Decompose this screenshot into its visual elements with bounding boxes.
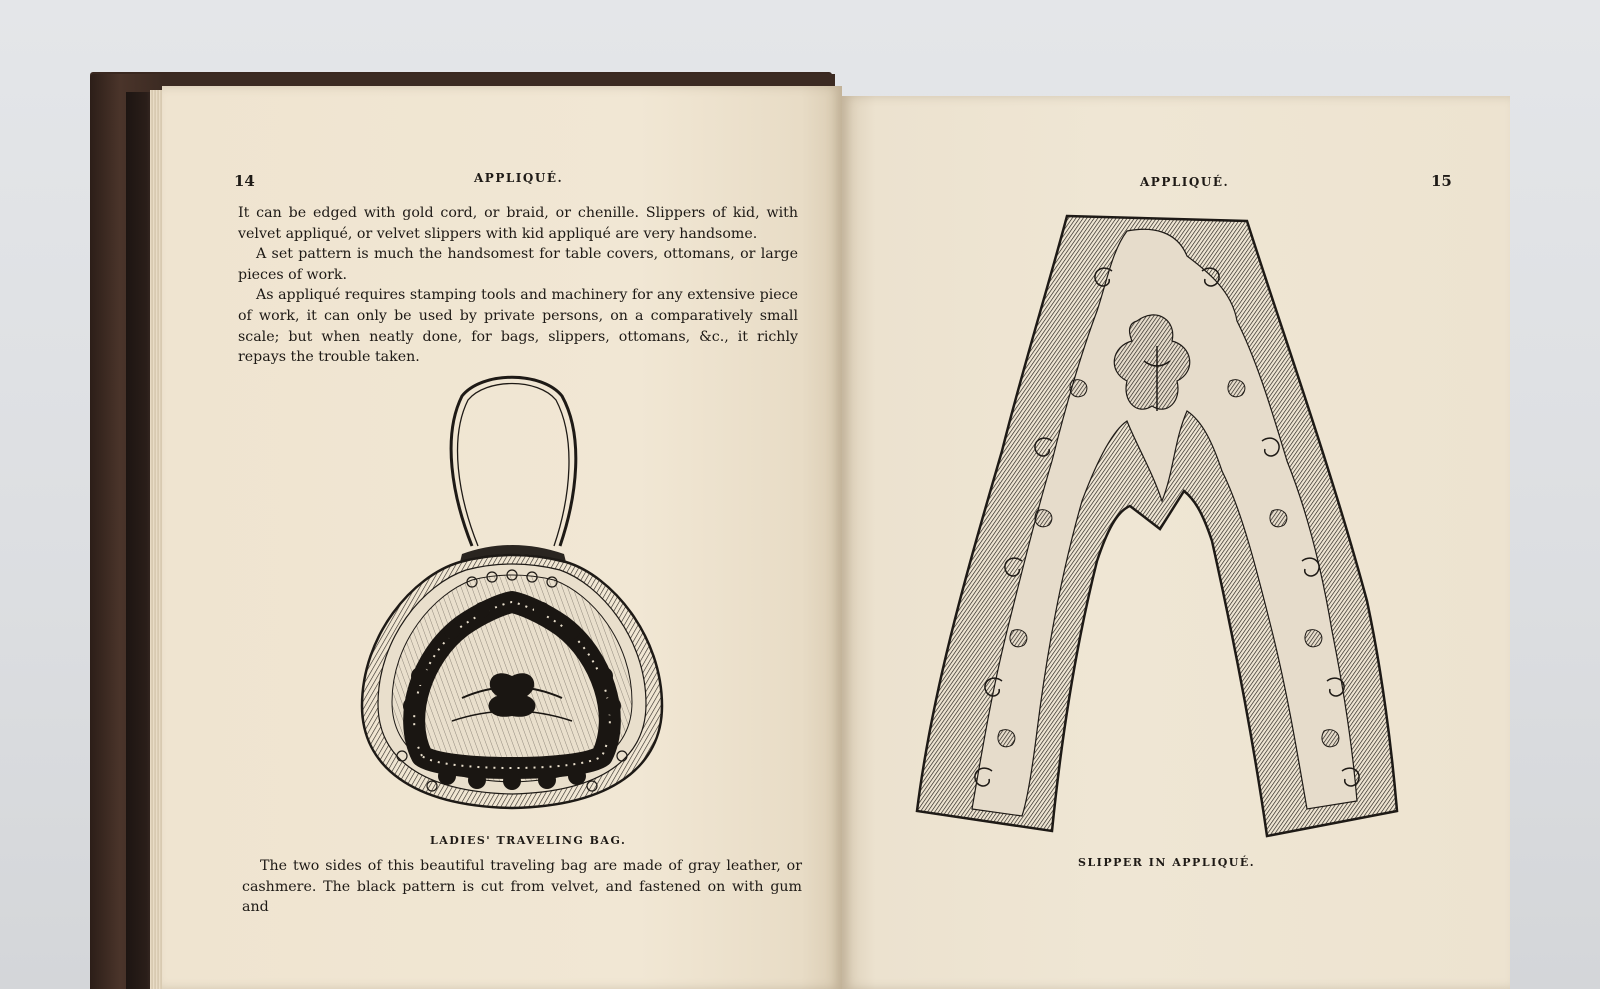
bottom-text (242, 856, 802, 918)
paragraph: A set pattern is much the handsomest for table covers, ottomans, or large pieces of work. (238, 246, 798, 283)
page-number: 14 (234, 172, 255, 190)
paragraph: It can be edged with gold cord, or braid, or chenille. Slippers of kid, with velvet appliqué, or velvet slippers with kid appliqué are very handsome. (238, 205, 798, 242)
left-page (162, 86, 842, 989)
figure-caption: SLIPPER IN APPLIQUÉ. (1078, 856, 1256, 869)
paragraph: The two sides of this beautiful traveling bag are made of gray leather, or cashmere. The black pattern is cut from velvet, and fastened on with gum and (242, 858, 802, 916)
running-head: APPLIQUÉ. (474, 171, 564, 185)
figure-caption: LADIES' TRAVELING BAG. (430, 834, 627, 847)
paragraph: As appliqué requires stamping tools and machinery for any extensive piece of work, it can only be used by private persons, on a comparatively small scale; but when neatly done, for bags, slippers, ottomans, &c., it richly repays the trouble taken. (238, 287, 798, 366)
right-page (842, 96, 1510, 989)
body-text (238, 203, 798, 368)
running-head: APPLIQUÉ. (1140, 175, 1230, 189)
page-number: 15 (1431, 172, 1452, 190)
traveling-bag-illustration (352, 376, 672, 816)
slipper-illustration (912, 211, 1402, 851)
